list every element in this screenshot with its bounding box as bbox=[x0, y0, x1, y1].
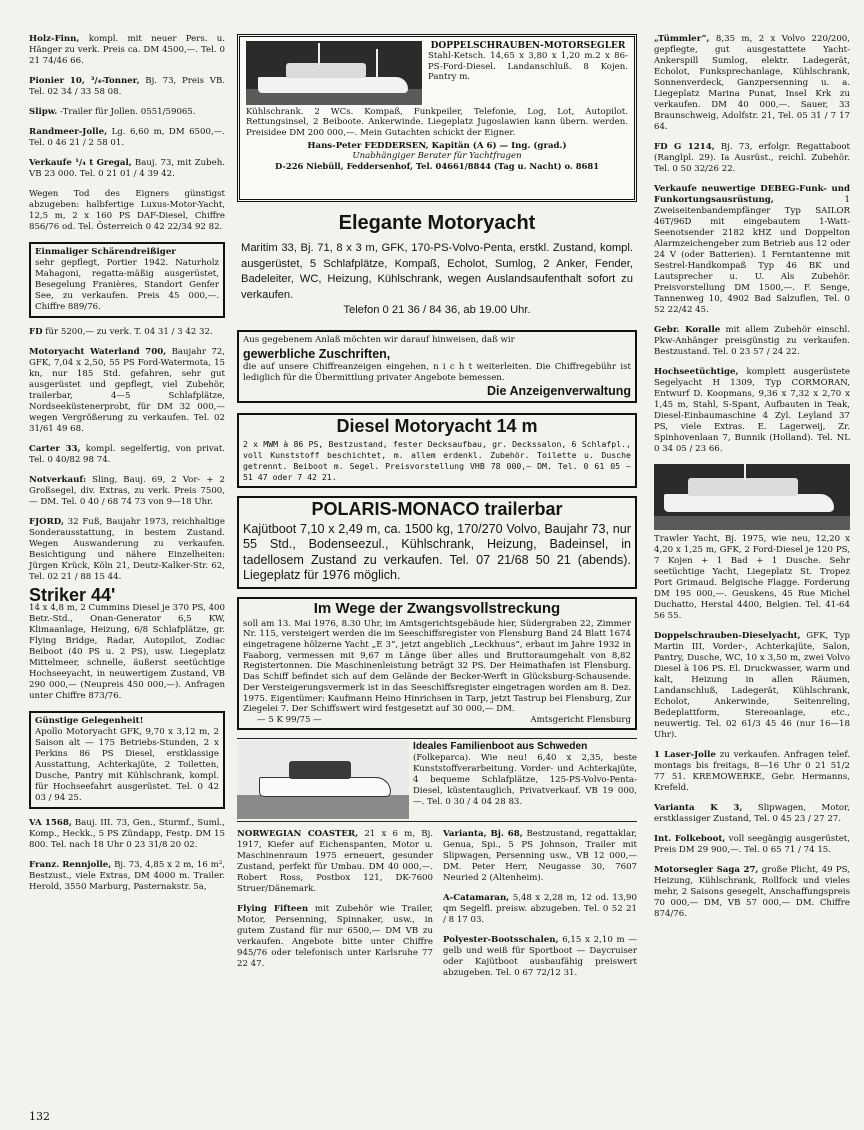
trawler-text: Trawler Yacht, Bj. 1975, wie neu, 12,20 x 4,20 x 1,25 m, GFK, 2 Ford-Diesel je 120 PS, 7 Kojen + 1 Bad + 1 Dusche. Sehr seetüchtige Yacht, Liegeplatz St. Tropez Port Grimaud. Belgische Flagge. Forderung DM 195 000,—. Geuskens, 45 Rue Michel Duchatto, Herstal 4400, Belgien. Tel. 41-64 56 55. bbox=[654, 534, 850, 621]
ad-schaerendreibiger bbox=[29, 242, 225, 318]
luxus-text: Wegen Tod des Eigners günstigst abzugeben: halbfertige Luxus-Motor-Yacht, 12,5 m, 2 x 160 PS DAF-Diesel, Chiffre 856/76 od. Tel. Österreich 0 42 22/34 92 82. bbox=[29, 189, 225, 232]
gregal-header: Verkaufe ¹/₄ t Gregal, bbox=[29, 158, 132, 168]
zwangs-text: soll am 13. Mai 1976, 8.30 Uhr, im Amtsgerichtsgebäude hier, Südergraben 22, Zimmer Nr. 115, versteigert werden die im Seeschiffsregister von Flensburg Band 24 Blatt 1674 eingetragene hölzerne Yacht „E 3“, jetzt angeblich „Leckhuus“, erbaut im Jahre 1932 in Faaborg, vermessen mit 9,67 m Länge über alles und Bruttoraumgehalt von 8,82 Registertonnen. Die Maschinenleistung beträgt 32 PS. Der Heimathafen ist Flensburg. Das Schiff befindet sich auf dem Gelände der Becker-Werft in Glücksburg-Schausende. Der Versteigerungsvermerk ist in das Seeschiffsregister eingetragen worden am 8. Dez. 1975. Eigentümer: Kaufmann Heino Hinrichsen in Tarp, jetzt Tastrup bei Flensburg, Zur Ziegelei 7. Der Schiffswert wird festgesetzt auf 30 000,— DM. bbox=[243, 618, 631, 715]
polyester-header: Polyester-Bootsschalen, bbox=[443, 934, 559, 945]
feddersen-title: DOPPELSCHRAUBEN-MOTORSEGLER bbox=[430, 41, 626, 51]
fdg1214-text: Bj. 73, erfolgr. Regattaboot (Ranglpl. 29). Ia Ausrüst., reichl. Zubehör. Tel. 0 50 32/26 22. bbox=[654, 142, 850, 174]
notverkauf-header: Notverkauf: bbox=[29, 475, 87, 485]
ad-cormoran bbox=[654, 367, 850, 455]
apollo-text: Apollo Motoryacht GFK, 9,70 x 3,12 m, 2 Saison alt — 175 Betriebs-Stunden, 2 x Perkins 86 PS Diesel, erstklassige Ausstattung, Achterkajüte, 2 Toiletten, Dusche, Pantry mit Kühlschrank, kompl. für Hochseefahrt ausgerüstet. Tel. 0 42 03 / 94 25. bbox=[35, 727, 219, 803]
ad-koralle bbox=[654, 325, 850, 358]
ad-a-catamaran bbox=[443, 893, 637, 926]
ad-notverkauf bbox=[29, 475, 225, 508]
ad-folkeboot bbox=[654, 834, 850, 856]
ad-norwegian-coaster bbox=[237, 829, 433, 895]
ad-luxus bbox=[29, 189, 225, 233]
varianta-text: Bestzustand, regattaklar, Genua, Spi., 5 PS Johnson, Trailer mit Slipwagen, Persenning usw., VB 12 000,— DM. Peter Herr, Neugasse 30, 7607 Neuried 2 (Altenheim). bbox=[443, 828, 638, 883]
rennjolle-header: Franz. Rennjolle, bbox=[29, 860, 112, 870]
folkeboot-text: voll seegängig ausgerüstet, Preis DM 29 900,—. Tel. 0 65 71 / 74 15. bbox=[654, 834, 850, 855]
ad-apollo bbox=[29, 711, 225, 809]
cormoran-header: Hochseetüchtige, bbox=[654, 367, 739, 377]
folkeboot-header: Int. Folkeboot, bbox=[654, 834, 726, 844]
va1568-text: Bauj. III. 73, Gen., Sturmf., Suml., Komp., Heckk., 5 PS Zündapp, Festp. DM 15 800. Tel. nach 18 Uhr 0 23 31/8 20 02. bbox=[29, 818, 225, 850]
anzeigen-headline: gewerbliche Zuschriften, bbox=[243, 347, 391, 361]
diesel-title: Diesel Motoryacht 14 m bbox=[336, 416, 538, 436]
ad-striker bbox=[29, 585, 225, 702]
tuemmler-header: „Tümmler“, bbox=[654, 34, 710, 44]
holz-finn-header: Holz-Finn, bbox=[29, 34, 80, 44]
fdg1214-header: FD G 1214, bbox=[654, 142, 715, 152]
fjord-header: FJORD, bbox=[29, 517, 64, 527]
apollo-header: Günstige Gelegenheit! bbox=[35, 716, 144, 726]
ad-feddersen bbox=[237, 34, 637, 202]
gregal-text: Bauj. 73, mit Zubeh. VB 23 000. Tel. 0 21 01 / 4 39 42. bbox=[29, 158, 225, 179]
ad-va1568 bbox=[29, 818, 225, 851]
saga-text: große Plicht, 49 PS, Heizung, Kühlschrank, Rollfock und vieles mehr, 2 Saisons gesegelt, Anschaffungspreis 70 000,— DM, VB 57 000,— DM. Chiffre 874/76. bbox=[654, 865, 850, 919]
ad-gregal bbox=[29, 158, 225, 180]
variantak3-header: Varianta K 3, bbox=[654, 803, 743, 813]
rennjolle-text: Bj. 73, 4,85 x 2 m, 16 m², Bestzust., viele Extras, DM 4000 m. Trailer. Herold, 3550 Marburg, Pasternakstr. 5a, bbox=[29, 860, 226, 892]
column-right bbox=[654, 34, 850, 929]
trawler-yacht-photo bbox=[654, 464, 850, 530]
flying-text: mit Zubehör wie Trailer, Motor, Persenning, Spinnaker, usw., in gutem Zustand für nur 6500,— DM VB zu verkaufen. Angebote bitte unter Chiffre 945/76 oder telefonisch unter Karlsruhe 77 22 47. bbox=[237, 903, 433, 969]
ad-fdg1214 bbox=[654, 142, 850, 175]
feddersen-address: D-226 Niebüll, Feddersenhof, Tel. 04661/8844 (Tag u. Nacht) o. 8681 bbox=[274, 161, 600, 172]
catamaran-header: A-Catamaran, bbox=[443, 892, 510, 903]
polaris-title: POLARIS-MONACO trailerbar bbox=[311, 499, 563, 519]
elegante-title: Elegante Motoryacht bbox=[338, 212, 536, 234]
ad-pionier bbox=[29, 76, 225, 98]
laser-text: zu verkaufen. Anfragen telef. montags bis freitags, 8—16 Uhr 0 21 51/2 77 51. KREMOWERKE, Gebr. Hermanns, Krefeld. bbox=[654, 750, 851, 793]
diesel-text: 2 x MWM à 86 PS, Bestzustand, fester Decksaufbau, gr. Deckssalon, 6 Schlafpl., voll Kunststoff beschichtet, m. allem erdenkl. Zubehör. Toilette u. Dusche getrennt. Beiboot m. Segel. Preisvorstellung VHB 78 000,— DM. Tel. 0 61 05 — 51 47 oder 7 42 21. bbox=[243, 439, 631, 482]
anzeigen-intro: Aus gegebenem Anlaß möchten wir darauf hinweisen, daß wir bbox=[243, 335, 515, 345]
debeg-header: Verkaufe neuwertige DEBEG-Funk- und Funkortungsausrüstung, bbox=[654, 184, 850, 205]
norwegian-text: 21 x 6 m, Bj. 1917, Kiefer auf Eichenspanten, Motor u. Maschinenraum 1975 erneuert, gesunder Zustand, perfekt für Umbau. DM 40 000,—. Robert Ross, Postbox 121, DK-7600 Struer/Dänemark. bbox=[237, 828, 433, 894]
elegante-phone: Telefon 0 21 36 / 84 36, ab 19.00 Uhr. bbox=[343, 304, 531, 316]
holz-finn-text: kompl. mit neuer Pers. u. Hänger zu verk. Preis ca. DM 4500,—. Tel. 0 21 74/46 66. bbox=[29, 34, 226, 66]
column-middle bbox=[237, 34, 637, 988]
fjord-text: 32 Fuß, Baujahr 1973, reichhaltige Sonderausstattung, in bestem Zustand. Wegen Auswanderung zu verkaufen. Besichtigung und nähere Einzelheiten: Jürgen Krück, Köln 21, Deutz-Kalker-Str. 62, Tel. 02 21 / 88 15 44. bbox=[29, 517, 225, 582]
polaris-text: Kajütboot 7,10 x 2,49 m, ca. 1500 kg, 170/270 Volvo, Baujahr 73, nur 55 Std., Bodenseezul., Kühlschrank, Heizung, Badeinsel, in tadellosem Zustand zu verkaufen. Tel. 07 21/68 50 21 (abends). Liegeplatz für 1976 möglich. bbox=[243, 522, 631, 583]
waterland-header: Motoryacht Waterland 700, bbox=[29, 347, 167, 357]
schaerendreibiger-header: Einmaliger Schärendreißiger bbox=[35, 247, 176, 257]
doppel-header: Doppelschrauben-Dieselyacht, bbox=[654, 631, 801, 641]
ad-polyester bbox=[443, 935, 637, 979]
familie-text: (Folkeparca). Wie neu! 6,40 x 2,35, beste Kunststoffverarbeitung. Vorder- und Achterkajüte, 4 bequeme Schlafplätze, 125-PS-Volvo-Penta-Diesel, küstentauglich, Privatverkauf. VB 19 000,—. Tel. 0 30 / 4 04 28 83. bbox=[413, 752, 637, 807]
ad-diesel-motoryacht bbox=[237, 413, 637, 488]
ad-laser bbox=[654, 750, 850, 794]
feddersen-role: Unabhängiger Berater für Yachtfragen bbox=[352, 151, 522, 162]
carter-header: Carter 33, bbox=[29, 444, 81, 454]
slipw-header: Slipw. bbox=[29, 107, 58, 117]
anzeigen-signature: Die Anzeigenverwaltung bbox=[486, 384, 631, 398]
fd-text: für 5200,— zu verk. T. 04 31 / 3 42 32. bbox=[45, 327, 213, 337]
waterland-text: Baujahr 72, GFK, 7,04 x 2,50, 55 PS Ford-Watermota, 15 kn, nur 185 Std. gefahren, sehr gut ausgerüstet und gepflegt, viel Zubehör, trailerbar, 4—5 Schlafplätze, Nordseeküstenerprobt, für DM 32 000,— wegen Vergrößerung zu verkaufen. Tel. 02 31/61 49 68. bbox=[29, 347, 225, 434]
ad-anzeigenverwaltung bbox=[237, 330, 637, 403]
ad-fjord bbox=[29, 517, 225, 583]
familienboot-photo bbox=[237, 741, 409, 819]
koralle-header: Gebr. Koralle bbox=[654, 325, 721, 335]
ad-zwangsvollstreckung bbox=[237, 597, 637, 730]
striker-headline: Striker 44' bbox=[29, 585, 116, 605]
striker-text: 14 x 4,8 m, 2 Cummins Diesel je 370 PS, 400 Betr.-Std., Onan-Generator 6,5 KW, Klimaanlage, Heizung, 6/8 Schlafplätze, gr. Flying Bridge, Radar, Autopilot, Zodiac Beiboot (40 PS u. 2 PS), usw. Liegeplatz Mittelmeer, schnelle, äußerst seetüchtige Hochseeyacht, in neuwertigem Zustand, VB 290 000,— (Neupreis 450 000,—). Anfragen unter Chiffre 873/76. bbox=[29, 603, 225, 701]
fd-header: FD bbox=[29, 327, 43, 337]
feddersen-text: Kühlschrank. 2 WCs. Kompaß, Funkpeiler, Telefonie, Log, Lot, Autopilot. Rettungsinsel, 2 Beiboote. Ankerwinde. Liegeplatz Jugoslawien kann übern. werden. Preisidee DM 200 000,—. Mein Gutachten schickt der Eigner. bbox=[246, 107, 628, 138]
zwangs-title: Im Wege der Zwangsvollstreckung bbox=[313, 599, 561, 617]
ad-slipw bbox=[29, 107, 225, 118]
zwangs-court: Amtsgericht Flensburg bbox=[530, 714, 631, 725]
randmeer-text: Lg. 6,60 m, DM 6500,—. Tel. 0 46 21 / 2 58 01. bbox=[29, 127, 226, 148]
column-left bbox=[29, 34, 225, 902]
ad-familienboot bbox=[237, 738, 637, 822]
feddersen-name: Hans-Peter FEDDERSEN, Kapitän (A 6) — Ing. (grad.) bbox=[307, 141, 567, 152]
va1568-header: VA 1568, bbox=[29, 818, 72, 828]
ad-fd bbox=[29, 327, 225, 338]
page-number: 132 bbox=[29, 1110, 50, 1123]
slipw-text: -Trailer für Jollen. 0551/59065. bbox=[60, 107, 196, 117]
ad-trawler bbox=[654, 464, 850, 622]
doppel-text: GFK, Typ Martin III, Vorder-, Achterkajüte, Salon, Pantry, Dusche, WC, 10 x 3,50 m, zwei Volvo Diesel à 106 PS. El. Druckwasser, warm und kalt, Heizung in allen Räumen, Landanschluß, Ladegerät, Kühlschrank, Echolot, Ankerwinde, Seitenreling, Bedeplattform, Stereoanlage, etc., neuwertig. Tel. 02 61/3 45 46 (nur 16—18 Uhr). bbox=[654, 631, 850, 740]
ad-rennjolle bbox=[29, 860, 225, 893]
schaerendreibiger-text: sehr gepflegt, Portier 1942. Naturholz Mahagoni, regatta-mäßig ausgerüstet, Besegelung Franières, Standort Genfer See, zu verkaufen. Preis 45 000,—. Chiffre 889/76. bbox=[35, 258, 219, 312]
ad-holz-finn bbox=[29, 34, 225, 67]
motorsailer-photo bbox=[246, 41, 422, 105]
catamaran-text: 5,48 x 2,28 m, 12 od. 13,90 qm Segelfl. preisw. abzugeben. Tel. 0 52 21 / 8 17 03. bbox=[443, 892, 637, 925]
ad-flying-fifteen bbox=[237, 904, 433, 970]
anzeigen-text: die auf unsere Chiffreanzeigen eingehen, n i c h t weiterleiten. Die Chiffregebühr ist lediglich für die Übermittlung privater Angebote bemessen. bbox=[243, 362, 631, 383]
ad-carter bbox=[29, 444, 225, 466]
ad-elegante-motoryacht bbox=[237, 212, 637, 318]
familie-title: Ideales Familienboot aus Schweden bbox=[413, 740, 588, 752]
norwegian-header: NORWEGIAN COASTER, bbox=[237, 828, 359, 839]
ad-varianta bbox=[443, 829, 637, 884]
pionier-header: Pionier 10, ³/₄-Tonner, bbox=[29, 76, 140, 86]
elegante-text: Maritim 33, Bj. 71, 8 x 3 m, GFK, 170-PS-Volvo-Penta, erstkl. Zustand, kompl. ausgerüstet, 5 Schlafplätze, Kompaß, Echolot, Sumlog, 2 Anker, Fender, Badeleiter, WC, Heizung, Kühlschrank, wegen Auslandsaufenthalt sofort zu verkaufen. bbox=[241, 242, 633, 301]
ad-debeg bbox=[654, 184, 850, 316]
ad-randmeer bbox=[29, 127, 225, 149]
koralle-text: mit allem Zubehör einschl. Pkw-Anhänger preisgünstig zu verkaufen. Bestzustand. Tel. 0 23 57 / 24 22. bbox=[654, 325, 850, 357]
saga-header: Motorsegler Saga 27, bbox=[654, 865, 759, 875]
ad-doppel bbox=[654, 631, 850, 741]
ad-polaris-monaco bbox=[237, 496, 637, 589]
laser-header: 1 Laser-Jolle bbox=[654, 750, 716, 760]
polyester-text: 6,15 x 2,10 m — gelb und weiß für Sportboot — Daycruiser oder Kajütboot ausbaufähig preiswert abzugeben. Tel. 0 67 72/12 31. bbox=[443, 934, 637, 978]
carter-text: kompl. segelfertig, von privat. Tel. 0 40/82 98 74. bbox=[29, 444, 226, 465]
ad-variantak3 bbox=[654, 803, 850, 825]
variantak3-text: Slipwagen, Motor, erstklassiger Zustand, Tel. 0 45 23 / 27 27. bbox=[654, 803, 851, 824]
feddersen-text-right: Stahl-Ketsch. 14,65 x 3,80 x 1,20 m.2 x 86-PS-Ford-Diesel. Landanschluß. 8 Kojen. Pantry m. bbox=[428, 51, 628, 83]
varianta-header: Varianta, Bj. 68, bbox=[443, 828, 523, 839]
ad-waterland bbox=[29, 347, 225, 435]
cormoran-text: komplett ausgerüstete Segelyacht H 1309, Typ CORMORAN, Entwurf D. Koopmans, 9,36 x 7,32 x 2,70 x 1,45 m, Stahl, S-Spant, Aufbauten in Teak, Diesel-Einbaumaschine 4 Zyl. Leyland 37 PS, viele Extras. E. Lagerweij, Zr. Spinhovenlaan 7, Bunnik (Holland). Tel. NL 0 34 05 / 23 66. bbox=[654, 367, 851, 454]
ad-tuemmler bbox=[654, 34, 850, 133]
randmeer-header: Randmeer-Jolle, bbox=[29, 127, 108, 137]
flying-header: Flying Fifteen bbox=[237, 903, 309, 914]
debeg-text: 1 Zweiseitenbandempfänger Typ SAILOR 46T/96D mit eingebautem 1-Watt-Seenotsender 2182 kHZ und Doppelton Alarmzeichengeber zum Betrieb aus 12 oder 24 V (oder Batterien). 1 Ferntantenne mit Sestrel-Handkompaß Typ 46 BK und Lautsprecher u. U. Als Zubehör. Preisvorstellung DM 1500,—. F. Senge, Tannenweg 10, 4902 Bad Salzuflen, Tel. 0 52 22/42 45. bbox=[654, 195, 850, 315]
ad-saga bbox=[654, 865, 850, 920]
zwangs-ref: — 5 K 99/75 — bbox=[257, 714, 322, 725]
pionier-text: Bj. 73, Preis VB. Tel. 02 34 / 33 58 08. bbox=[29, 76, 226, 97]
tuemmler-text: 8,35 m, 2 x Volvo 220/200, gepflegte, gut ausgestattete Yacht-Ankerspill Sumlog, elektr. Ladegerät, Echolot, Funksprechanlage, Kühlschrank, Sonnenverdeck, Ganzpersenning u. a. Liegeplatz Marina Punat, Insel Krk zu verkaufen. DM 40 000,—. Sauer, 33 Braunschweig, Adolfstr. 21, Tel. 05 31 / 7 17 64. bbox=[654, 34, 850, 132]
notverkauf-text: Sling, Bauj. 69, 2 Vor- + 2 Großsegel, div. Extras, zu verk. Preis 7500,— DM. Tel. 0 40 / 68 74 73 von 9—18 Uhr. bbox=[29, 475, 225, 507]
